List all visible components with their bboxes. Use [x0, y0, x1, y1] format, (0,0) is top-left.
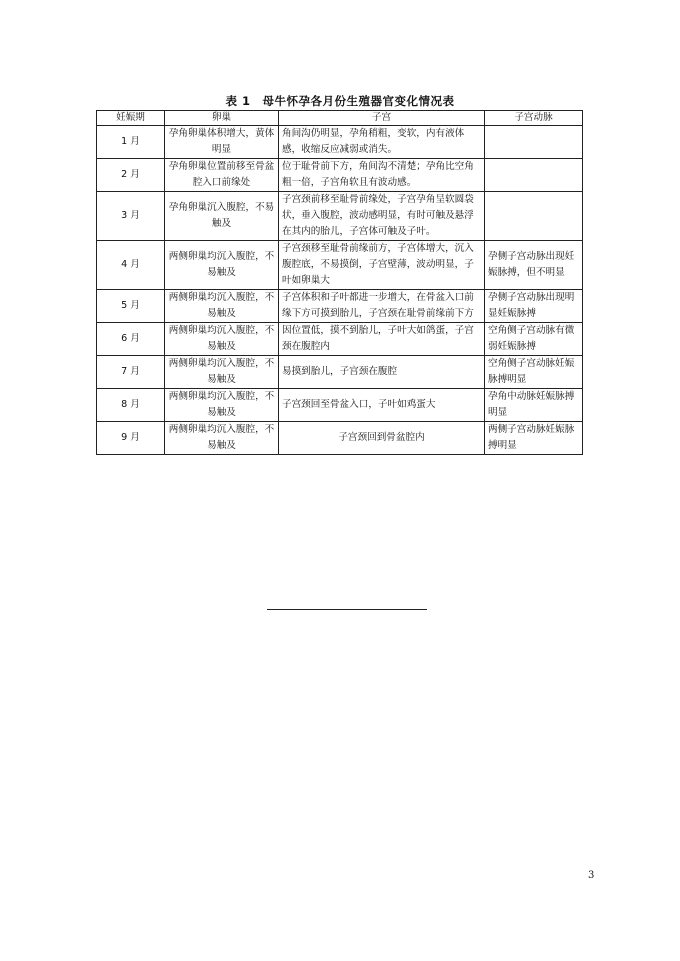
cell-ovary: 孕角卵巢体积增大，黄体明显 [165, 126, 279, 159]
pregnancy-changes-table [96, 110, 583, 455]
cell-month: 3 月 [97, 192, 165, 241]
table-row [97, 389, 583, 422]
cell-artery: 孕侧子宫动脉出现妊娠脉搏，但不明显 [485, 241, 583, 290]
cell-month: 8 月 [97, 389, 165, 422]
cell-month: 2 月 [97, 159, 165, 192]
table-row [97, 422, 583, 455]
cell-artery: 孕角中动脉妊娠脉搏明显 [485, 389, 583, 422]
table-row [97, 126, 583, 159]
footnote-divider [267, 609, 427, 610]
cell-month: 4 月 [97, 241, 165, 290]
cell-month: 1 月 [97, 126, 165, 159]
header-uterine-artery: 子宫动脉 [485, 111, 583, 126]
cell-ovary: 孕角卵巢位置前移至骨盆腔入口前缘处 [165, 159, 279, 192]
cell-uterus: 子宫颈移至耻骨前缘前方，子宫体增大，沉入腹腔底，不易摸倒，子宫壁薄，波动明显，子叶如卵巢大 [279, 241, 485, 290]
cell-ovary: 两侧卵巢均沉入腹腔，不易触及 [165, 422, 279, 455]
cell-ovary: 两侧卵巢均沉入腹腔，不易触及 [165, 389, 279, 422]
cell-ovary: 两侧卵巢均沉入腹腔，不易触及 [165, 356, 279, 389]
cell-uterus: 子宫颈回至骨盆入口，子叶如鸡蛋大 [279, 389, 485, 422]
table-row [97, 159, 583, 192]
cell-uterus: 子宫体积和子叶都进一步增大，在骨盆入口前缘下方可摸到胎儿，子宫颈在耻骨前缘前下方 [279, 290, 485, 323]
table-row [97, 356, 583, 389]
table-caption: 表 1 母牛怀孕各月份生殖器官变化情况表 [225, 94, 455, 108]
header-uterus: 子宫 [279, 111, 485, 126]
cell-month: 5 月 [97, 290, 165, 323]
table-row [97, 323, 583, 356]
cell-uterus: 因位置低，摸不到胎儿，子叶大如鸽蛋，子宫颈在腹腔内 [279, 323, 485, 356]
cell-uterus: 位于耻骨前下方，角间沟不清楚；孕角比空角粗一倍，子宫角软且有波动感。 [279, 159, 485, 192]
page-number: 3 [588, 870, 595, 881]
cell-artery [485, 192, 583, 241]
table-row [97, 290, 583, 323]
header-gestation: 妊娠期 [97, 111, 165, 126]
cell-artery: 两侧子宫动脉妊娠脉搏明显 [485, 422, 583, 455]
table-row [97, 192, 583, 241]
cell-artery: 孕侧子宫动脉出现明显妊娠脉搏 [485, 290, 583, 323]
header-ovary: 卵巢 [165, 111, 279, 126]
cell-uterus: 角间沟仍明显，孕角稍粗，变软，内有液体感，收缩反应减弱或消失。 [279, 126, 485, 159]
cell-month: 7 月 [97, 356, 165, 389]
cell-ovary: 孕角卵巢沉入腹腔，不易触及 [165, 192, 279, 241]
table-row [97, 241, 583, 290]
table-header-row [97, 111, 583, 126]
cell-uterus: 子宫颈回到骨盆腔内 [279, 422, 485, 455]
cell-ovary: 两侧卵巢均沉入腹腔，不易触及 [165, 290, 279, 323]
cell-uterus: 子宫颈前移至耻骨前缘处，子宫孕角呈软圆袋状，垂入腹腔，波动感明显，有时可触及悬浮在其内的胎儿，子宫体可触及子叶。 [279, 192, 485, 241]
cell-ovary: 两侧卵巢均沉入腹腔，不易触及 [165, 323, 279, 356]
cell-month: 6 月 [97, 323, 165, 356]
cell-ovary: 两侧卵巢均沉入腹腔，不易触及 [165, 241, 279, 290]
cell-uterus: 易摸到胎儿，子宫颈在腹腔 [279, 356, 485, 389]
cell-artery: 空角侧子宫动脉有微弱妊娠脉搏 [485, 323, 583, 356]
cell-month: 9 月 [97, 422, 165, 455]
cell-artery [485, 159, 583, 192]
cell-artery: 空角侧子宫动脉妊娠脉搏明显 [485, 356, 583, 389]
cell-artery [485, 126, 583, 159]
